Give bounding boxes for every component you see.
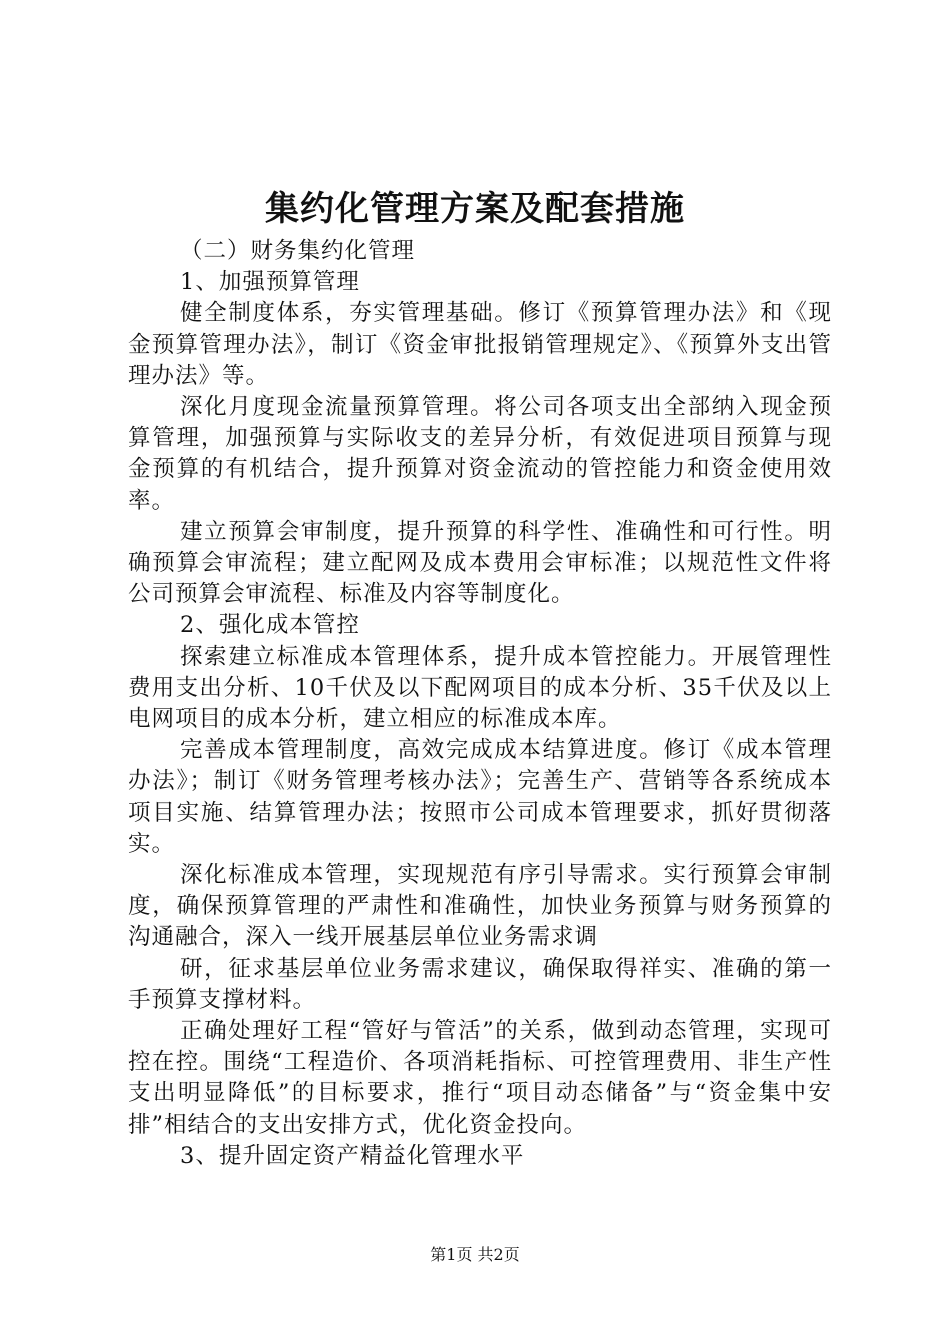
- document-body: [128, 236, 832, 1172]
- paragraph: 建立预算会审制度，提升预算的科学性、准确性和可行性。明确预算会审流程；建立配网及成本费用会审标准；以规范性文件将公司预算会审流程、标准及内容等制度化。: [128, 518, 832, 608]
- paragraph: 正确处理好工程“管好与管活”的关系，做到动态管理，实现可控在控。围绕“工程造价、各项消耗指标、可控管理费用、非生产性支出明显降低”的目标要求，推行“项目动态储备”与“资金集中安排”相结合的支出安排方式，优化资金投向。: [128, 1018, 832, 1138]
- subsection-heading-cost: 2、强化成本管控: [180, 612, 360, 639]
- paragraph: 完善成本管理制度，高效完成成本结算进度。修订《成本管理办法》；制订《财务管理考核办法》；完善生产、营销等各系统成本项目实施、结算管理办法；按照市公司成本管理要求，抓好贯彻落实。: [128, 737, 832, 857]
- paragraph: 探索建立标准成本管理体系，提升成本管控能力。开展管理性费用支出分析、10千伏及以下配网项目的成本分析、35千伏及以上电网项目的成本分析，建立相应的标准成本库。: [128, 643, 832, 733]
- document-title: 集约化管理方案及配套措施: [265, 189, 685, 229]
- page-footer: 第1页 共2页: [430, 1245, 520, 1264]
- paragraph: 深化月度现金流量预算管理。将公司各项支出全部纳入现金预算管理，加强预算与实际收支的差异分析，有效促进项目预算与现金预算的有机结合，提升预算对资金流动的管控能力和资金使用效率。: [128, 394, 832, 514]
- section-heading-finance: （二）财务集约化管理: [180, 238, 416, 264]
- paragraph: 健全制度体系，夯实管理基础。修订《预算管理办法》和《现金预算管理办法》，制订《资金审批报销管理规定》、《预算外支出管理办法》等。: [128, 300, 832, 389]
- subsection-heading-assets: 3、提升固定资产精益化管理水平: [180, 1142, 525, 1169]
- paragraph: 研，征求基层单位业务需求建议，确保取得祥实、准确的第一手预算支撑材料。: [128, 955, 832, 1013]
- subsection-heading-budget: 1、加强预算管理: [180, 269, 360, 296]
- paragraph: 深化标准成本管理，实现规范有序引导需求。实行预算会审制度，确保预算管理的严肃性和准确性，加快业务预算与财务预算的沟通融合，深入一线开展基层单位业务需求调: [128, 862, 832, 951]
